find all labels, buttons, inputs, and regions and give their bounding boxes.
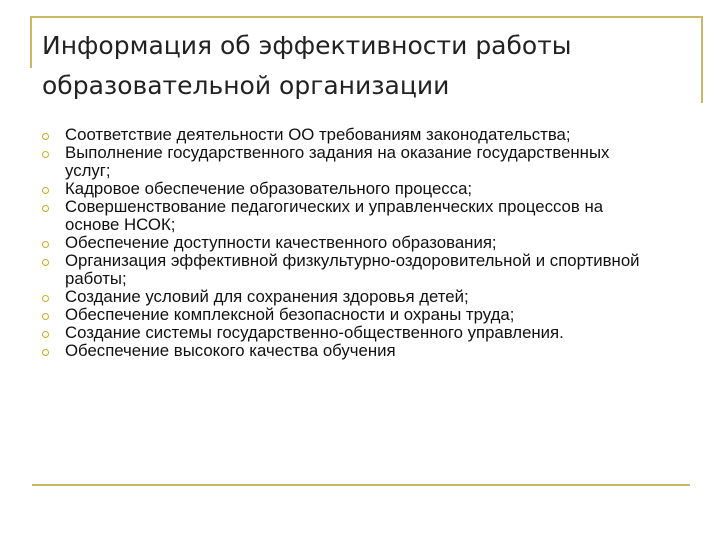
circle-bullet-icon [42,241,49,248]
circle-bullet-icon [42,331,49,338]
slide-title [42,26,682,106]
list-item-text: Выполнение государственного задания на оказание государственных услуг; [65,143,610,180]
list-item-text: Создание системы государственно-общественного управления. [65,323,564,342]
title-line-1: Информация об эффективности работы [42,31,572,60]
circle-bullet-icon [42,133,49,140]
circle-bullet-icon [42,151,49,158]
frame-left-line [30,16,32,68]
frame-right-line [701,16,703,103]
list-item [42,288,642,306]
list-item-text: Соответствие деятельности ОО требованиям законодательства; [65,125,571,144]
list-item [42,324,642,342]
list-item [42,252,642,288]
bullet-list [42,126,642,360]
list-item-text: Обеспечение высокого качества обучения [65,341,396,360]
list-item-text: Создание условий для сохранения здоровья детей; [65,287,469,306]
list-item [42,306,642,324]
list-item-text: Обеспечение доступности качественного образования; [65,233,497,252]
list-item [42,180,642,198]
list-item [42,198,642,234]
list-item [42,342,642,360]
circle-bullet-icon [42,205,49,212]
circle-bullet-icon [42,187,49,194]
circle-bullet-icon [42,295,49,302]
list-item-text: Организация эффективной физкультурно-оздоровительной и спортивной работы; [65,251,640,288]
circle-bullet-icon [42,259,49,266]
circle-bullet-icon [42,349,49,356]
list-item-text: Обеспечение комплексной безопасности и охраны труда; [65,305,515,324]
title-line-2: образовательной организации [42,71,450,100]
footer-divider [32,484,690,486]
frame-top-line [30,16,702,18]
list-item [42,126,642,144]
circle-bullet-icon [42,313,49,320]
list-item-text: Кадровое обеспечение образовательного процесса; [65,179,473,198]
list-item-text: Совершенствование педагогических и управленческих процессов на основе НСОК; [65,197,604,234]
list-item [42,144,642,180]
list-item [42,234,642,252]
